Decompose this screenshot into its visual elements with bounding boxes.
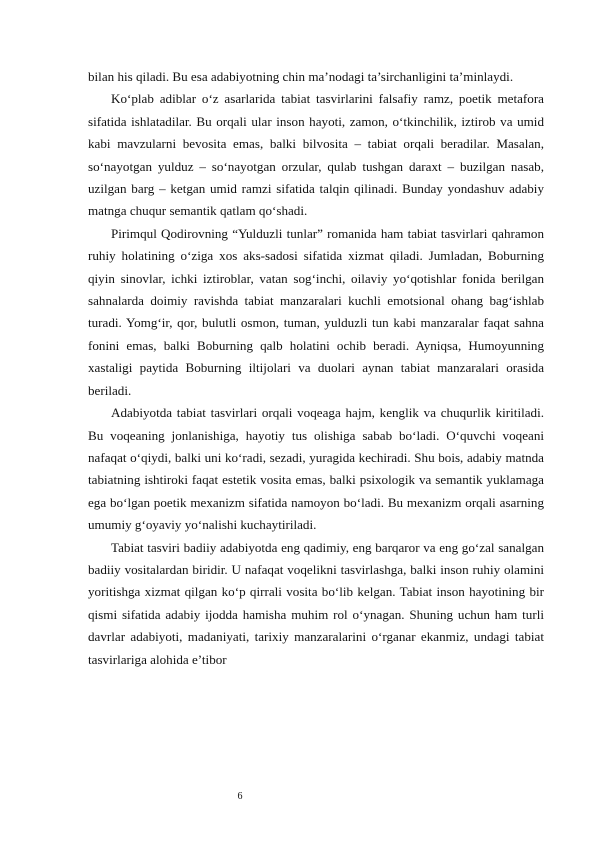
page-number: 6 — [237, 791, 243, 802]
paragraph-continuation: bilan his qiladi. Bu esa adabiyotning chin ma’nodagi ta’sirchanligini ta’minlaydi. — [88, 69, 514, 84]
paragraph-volume-depth: Adabiyotda tabiat tasvirlari orqali voqeaga hajm, kenglik va chuqurlik kiritiladi. Bu voqeaning jonlanishiga, hayotiy tus olishiga sabab bo‘ladi. O‘quvchi voqeani nafaqat o‘qiydi, balki uni ko‘radi, sezadi, yuragida kechiradi. Shu bois, adabiy matnda tabiatning ishtiroki faqat estetik vosita emas, balki psixologik va semantik yuklamaga ega bo‘lgan poetik mexanizm sifatida namoyon bo‘ladi. Bu mexanizm orqali asarning umumiy g‘oyaviy yo‘nalishi kuchaytiriladi. — [88, 405, 544, 533]
paragraph-yulduzli-tunlar: Pirimqul Qodirovning “Yulduzli tunlar” romanida ham tabiat tasvirlari qahramon ruhiy holatining o‘ziga xos aks-sadosi sifatida xizmat qiladi. Jumladan, Boburning qiyin sinovlar, ichki iztiroblar, vatan sog‘inchi, oilaviy yo‘qotishlar fonida berilgan sahnalarda doimiy ravishda tabiat manzaralari kuchli emotsional ohang bag‘ishlab turadi. Yomg‘ir, qor, bulutli osmon, tuman, yulduzli tun kabi manzaralar faqat sahna fonini emas, balki Boburning qalb holatini ochib beradi. Ayniqsa, Humoyunning xastaligi paytida Boburning iltijolari va duolari aynan tabiat manzaralari orasida beriladi. — [88, 225, 544, 398]
paragraph-nature-depiction: Tabiat tasviri badiiy adabiyotda eng qadimiy, eng barqaror va eng go‘zal sanalgan badiiy vositalardan biridir. U nafaqat voqelikni tasvirlashga, balki inson ruhiy olamini yoritishga xizmat qilgan ko‘p qirrali vosita bo‘lib kelgan. Tabiat inson hayotining bir qismi sifatida adabiy ijodda hamisha muhim rol o‘ynagan. Shuning uchun ham turli davrlar adabiyoti, madaniyati, tarixiy manzaralarini o‘rganar ekanmiz, undagi tabiat tasvirlariga alohida e’tibor — [88, 539, 544, 667]
document-page — [88, 66, 544, 671]
paragraph-nature-symbolism: Ko‘plab adiblar o‘z asarlarida tabiat tasvirlarini falsafiy ramz, poetik metafora sifatida ishlatadilar. Bu orqali ular inson hayoti, zamon, o‘tkinchilik, iztirob va umid kabi mavzularni bevosita emas, balki bilvosita – tabiat orqali beradilar. Masalan, so‘nayotgan yulduz – so‘nayotgan orzular, qulab tushgan daraxt – buzilgan nasab, uzilgan barg – ketgan umid ramzi sifatida talqin qilinadi. Bunday yondashuv adabiy matnga chuqur semantik qatlam qo‘shadi. — [88, 91, 544, 219]
